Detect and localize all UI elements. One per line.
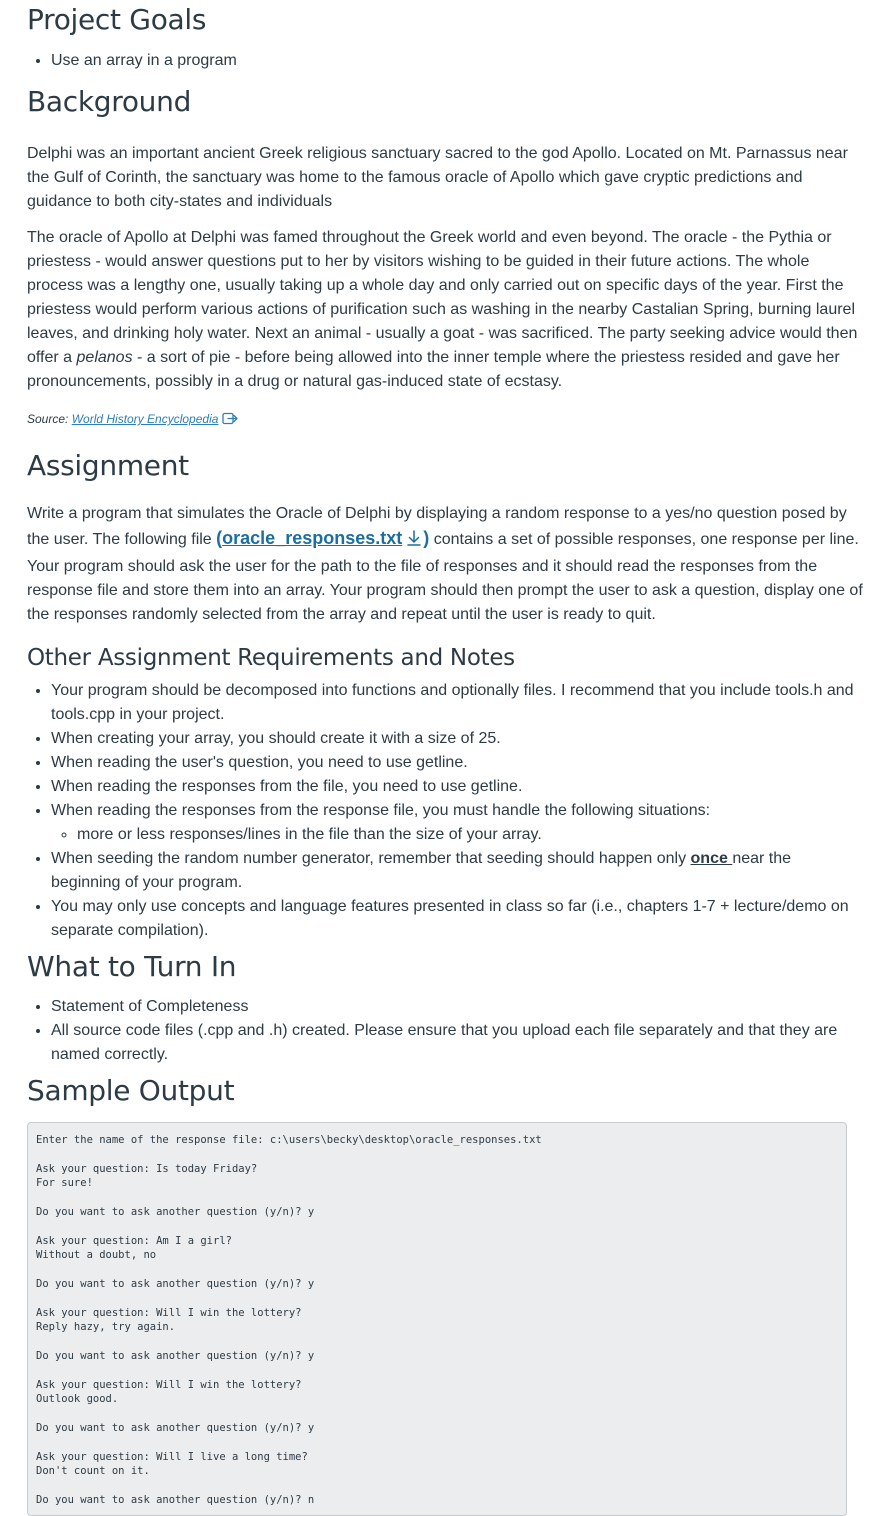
background-paragraph-1: Delphi was an important ancient Greek religious sanctuary sacred to the god Apollo. Located on Mt. Parnassus near the Gulf of Corinth, the sanctuary was home to the famous oracle of Apollo which gave cryptic predictions and guidance to both city-states and individuals xyxy=(27,145,848,210)
code-line: For sure! xyxy=(36,1177,93,1190)
list-item: • When reading the responses from the file, you need to use getline. xyxy=(51,775,863,799)
heading-requirements: Other Assignment Requirements and Notes xyxy=(27,645,515,671)
source-citation: Source: World History Encyclopedia xyxy=(27,409,863,431)
code-line: Enter the name of the response file: c:\users\becky\desktop\oracle_responses.txt xyxy=(36,1134,542,1146)
heading-background: Background xyxy=(27,85,192,118)
external-link-icon[interactable] xyxy=(222,411,238,431)
list-item: • All source code files (.cpp and .h) created. Please ensure that you upload each file separately and that they are named correctly. xyxy=(51,1019,863,1067)
code-line xyxy=(36,1435,838,1449)
list-item: • When creating your array, you should create it with a size of 25. xyxy=(51,727,863,751)
code-line xyxy=(36,1191,838,1205)
code-line: Reply hazy, try again. xyxy=(36,1321,176,1334)
code-line: Ask your question: Will I win the lottery? xyxy=(36,1306,302,1319)
code-line: Do you want to ask another question (y/n)? n xyxy=(36,1493,315,1506)
sub-list xyxy=(51,823,863,847)
goals-list xyxy=(27,49,863,73)
section-sample-output xyxy=(27,1073,863,1516)
list-item: • Statement of Completeness xyxy=(51,995,863,1019)
sample-output-code-block xyxy=(27,1122,847,1516)
list-item: • Your program should be decomposed into functions and optionally files. I recommend that you include tools.h and tools.cpp in your project. xyxy=(51,679,863,727)
code-line xyxy=(36,1219,838,1233)
once-emphasis: once xyxy=(690,850,733,867)
code-line: Ask your question: Will I live a long time? xyxy=(36,1450,308,1463)
code-line: Don't count on it. xyxy=(36,1464,150,1477)
background-paragraph-2: The oracle of Apollo at Delphi was famed throughout the Greek world and even beyond. The oracle - the Pythia or priestess - would answer questions put to her by visitors wishing to be guided in their future actions. The whole process was a lengthy one, usually taking up a whole day and only carried out on specific days of the year. First the priestess would perform various actions of purification such as washing in the nearby Castalian Spring, burning laurel leaves, and drinking holy water. Next an animal - usually a goat - was sacrificed. The party seeking advice would then offer a pelanos - a sort of pie - before being allowed into the inner temple where the priestess resided and gave her pronouncements, possibly in a drug or natural gas-induced state of ecstasy. xyxy=(27,229,858,390)
list-item: • When reading the user's question, you need to use getline. xyxy=(51,751,863,775)
code-line xyxy=(36,1291,838,1305)
code-line: Do you want to ask another question (y/n)? y xyxy=(36,1421,315,1434)
code-line xyxy=(36,1147,838,1161)
code-line: Ask your question: Will I win the lottery? xyxy=(36,1378,302,1391)
requirements-list xyxy=(27,679,863,943)
assignment-paragraph: Write a program that simulates the Oracle of Delphi by displaying a random response to a yes/no question posed by the user. The following file (oracle_responses.txt ) contains a set of possible responses, one response per line. Your program should ask the user for the path to the file of responses and it should read the responses from the response file and store them into an array. Your program should then prompt the user to ask a question, display one of the responses randomly selected from the array and repeat until the user is ready to quit. xyxy=(27,505,863,623)
code-line: Ask your question: Is today Friday? xyxy=(36,1162,258,1175)
pelanos-term: pelanos xyxy=(76,349,133,366)
turn-in-list xyxy=(27,995,863,1067)
section-assignment xyxy=(27,448,863,627)
code-line: Do you want to ask another question (y/n)? y xyxy=(36,1277,315,1290)
list-item: • When seeding the random number generator, remember that seeding should happen only once near the beginning of your program. xyxy=(51,847,863,895)
download-icon[interactable] xyxy=(405,529,423,555)
code-line: Do you want to ask another question (y/n)? y xyxy=(36,1205,315,1218)
source-link[interactable]: World History Encyclopedia xyxy=(71,412,219,426)
code-line xyxy=(36,1263,838,1277)
code-line xyxy=(36,1363,838,1377)
heading-turn-in: What to Turn In xyxy=(27,950,237,983)
list-item: • You may only use concepts and language features presented in class so far (i.e., chapters 1-7 + lecture/demo on separate compilation). xyxy=(51,895,863,943)
code-line: Without a doubt, no xyxy=(36,1249,157,1262)
code-line: Outlook good. xyxy=(36,1393,119,1406)
code-line xyxy=(36,1406,838,1420)
code-line xyxy=(36,1478,838,1492)
code-line xyxy=(36,1334,838,1348)
heading-sample-output: Sample Output xyxy=(27,1074,235,1107)
heading-assignment: Assignment xyxy=(27,449,189,482)
code-line: Ask your question: Am I a girl? xyxy=(36,1234,232,1247)
sub-list-item: ◦ more or less responses/lines in the file than the size of your array. xyxy=(77,823,863,847)
section-background xyxy=(27,84,863,431)
oracle-responses-file-link[interactable]: oracle_responses.txt xyxy=(222,528,403,548)
list-item: • Use an array in a program xyxy=(51,49,863,73)
code-line: Do you want to ask another question (y/n)? y xyxy=(36,1349,315,1362)
section-project-goals xyxy=(27,0,863,73)
heading-project-goals: Project Goals xyxy=(27,3,207,36)
list-item: • When reading the responses from the response file, you must handle the following situations: ◦ more or less responses/lines in the file than the size of your array. xyxy=(51,799,863,847)
section-turn-in xyxy=(27,949,863,1067)
section-requirements xyxy=(27,643,863,943)
